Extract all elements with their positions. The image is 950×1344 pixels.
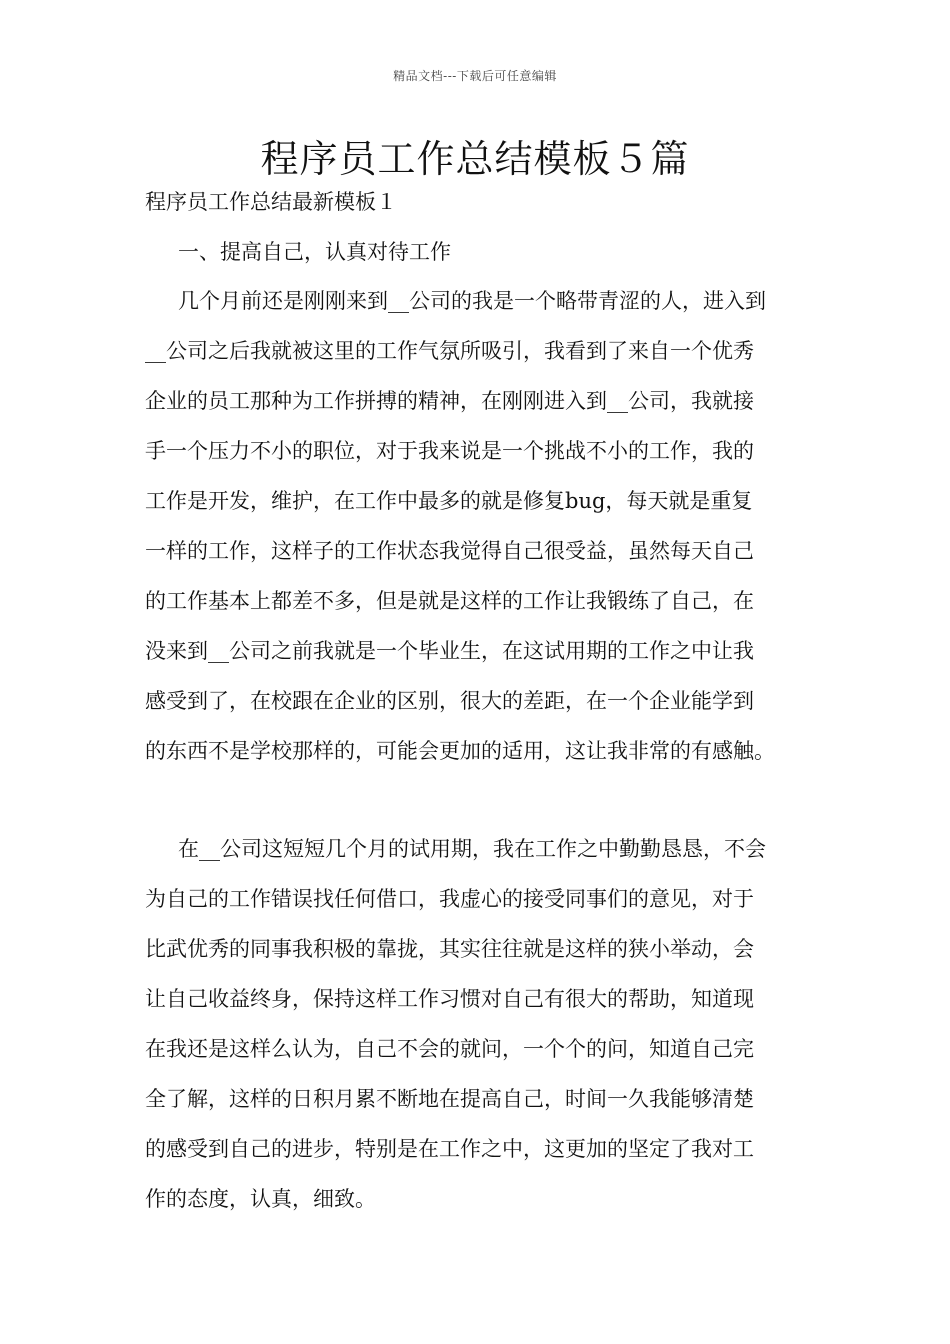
paragraph-line: 的感受到自己的进步，特别是在工作之中，这更加的坚定了我对工 xyxy=(145,1137,754,1161)
paragraph-line: 在__公司这短短几个月的试用期，我在工作之中勤勤恳恳，不会 xyxy=(178,837,766,861)
paragraph-line: 作的态度，认真，细致。 xyxy=(145,1187,376,1211)
paragraph-line: 的工作基本上都差不多，但是就是这样的工作让我锻练了自己，在 xyxy=(145,589,754,613)
paragraph-line: 的东西不是学校那样的，可能会更加的适用，这让我非常的有感触。 xyxy=(145,739,775,763)
paragraph-line: __公司之后我就被这里的工作气氛所吸引，我看到了来自一个优秀 xyxy=(145,339,754,363)
paragraph-line: 手一个压力不小的职位，对于我来说是一个挑战不小的工作，我的 xyxy=(145,439,754,463)
document-title: 程序员工作总结模板５篇 xyxy=(260,137,690,181)
paragraph-line: 比武优秀的同事我积极的靠拢，其实往往就是这样的狭小举动，会 xyxy=(145,937,754,961)
paragraph-line: 感受到了，在校跟在企业的区别，很大的差距，在一个企业能学到 xyxy=(145,689,754,713)
section-heading: 一、提高自己，认真对待工作 xyxy=(178,240,451,264)
paragraph-line: 让自己收益终身，保持这样工作习惯对自己有很大的帮助，知道现 xyxy=(145,987,754,1011)
header-note: 精品文档---下载后可任意编辑 xyxy=(393,69,557,83)
paragraph xyxy=(145,824,810,1224)
paragraph-line: 工作是开发，维护，在工作中最多的就是修复bug，每天就是重复 xyxy=(145,489,753,513)
subtitle: 程序员工作总结最新模板１ xyxy=(145,190,397,214)
paragraph-line: 为自己的工作错误找任何借口，我虚心的接受同事们的意见，对于 xyxy=(145,887,754,911)
paragraph-line: 全了解，这样的日积月累不断地在提高自己，时间一久我能够清楚 xyxy=(145,1087,754,1111)
paragraph-line: 在我还是这样么认为，自己不会的就问，一个个的问，知道自己完 xyxy=(145,1037,754,1061)
paragraph-line: 企业的员工那种为工作拼搏的精神，在刚刚进入到__公司，我就接 xyxy=(145,389,754,413)
paragraph xyxy=(145,276,810,776)
paragraph-line: 一样的工作，这样子的工作状态我觉得自己很受益，虽然每天自己 xyxy=(145,539,754,563)
paragraph-line: 没来到__公司之前我就是一个毕业生，在这试用期的工作之中让我 xyxy=(145,639,754,663)
paragraph-line: 几个月前还是刚刚来到__公司的我是一个略带青涩的人，进入到 xyxy=(178,289,766,313)
